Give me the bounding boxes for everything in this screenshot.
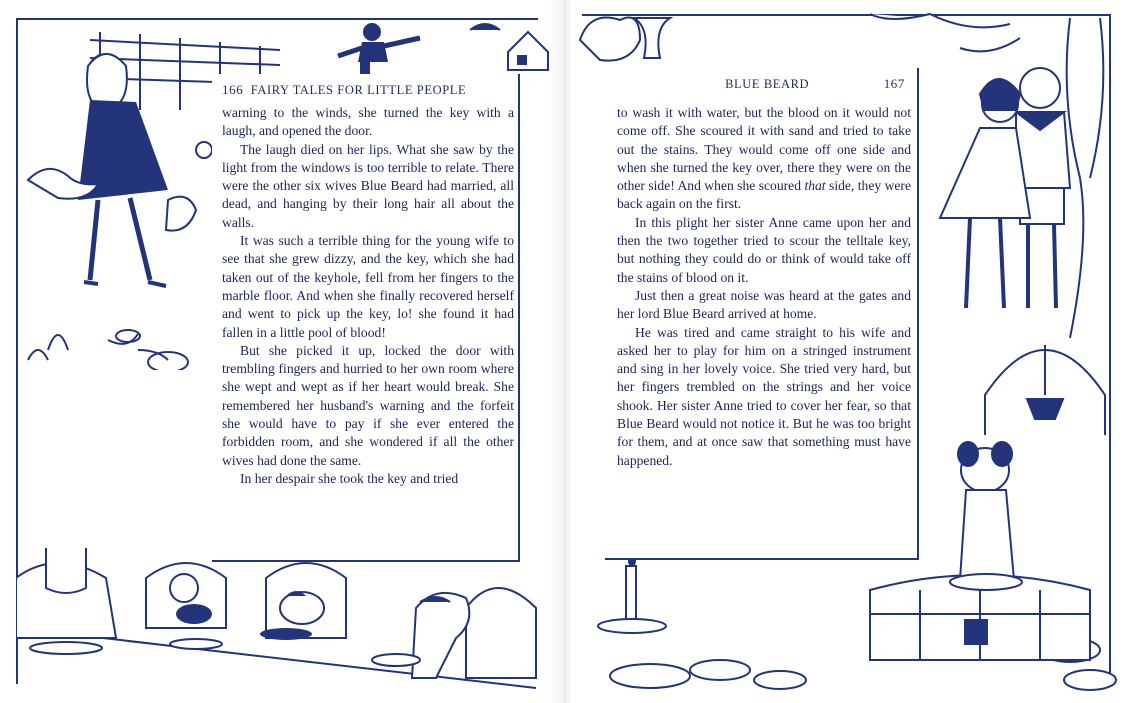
- left-paragraph-1: warning to the winds, she turned the key with a laugh, and opened the door.: [222, 105, 514, 139]
- children-embracing-illustration: [920, 18, 1120, 338]
- left-page: [0, 0, 560, 703]
- right-paragraph-2: In this plight her sister Anne came upon her and then the two together tried to scour the telltale key, but nothing they could do or think of would take off the stains of blood on it.: [617, 214, 911, 285]
- right-paragraph-1-emphasis: that: [804, 178, 826, 194]
- right-running-head: [605, 76, 905, 92]
- right-paragraph-3: Just then a great noise was heard at the gates and her lord Blue Beard arrived at home.: [617, 287, 911, 322]
- lamp-icon: [1027, 399, 1063, 419]
- right-paragraph-4: He was tired and came straight to his wife and asked her to play for him on a stringed instrument and sing in her lovely voice. She tried very hard, but her fingers trembled on the strings and her voice shook. Her sister Anne tried to cover her fear, so that Blue Beard would not notice it. But he was too bright for them, and at once saw that something must have happened.: [617, 324, 911, 468]
- left-running-title: FAIRY TALES FOR LITTLE PEOPLE: [250, 83, 467, 97]
- right-running-title: BLUE BEARD: [725, 77, 810, 91]
- right-body-text: [617, 104, 911, 470]
- left-page-number: 166: [222, 82, 244, 97]
- left-running-head: [222, 82, 512, 98]
- dog-icon: [950, 442, 1022, 590]
- left-text-box: [212, 74, 520, 562]
- girl-with-geese-illustration: [18, 40, 230, 370]
- left-paragraph-2: The laugh died on her lips. What she saw by the light from the windows is too terrible to relate. There were the other six wives Blue Beard had married, all dead, and hanging by their long hair all about the walls.: [222, 141, 514, 230]
- girl-icon: [78, 54, 168, 286]
- right-page: [570, 0, 1129, 703]
- flowers-icon: [28, 330, 188, 370]
- right-text-box: [605, 68, 919, 560]
- house-icon: [470, 24, 548, 70]
- right-paragraph-1-part-a: to wash it with water, but the blood on it would not come off. She scoured it with sand and tried to take out the stains. They would come off one side and when she turned the key over, there they were on the other side! And when she scoured: [617, 105, 911, 194]
- right-page-number: 167: [883, 76, 905, 91]
- hanging-lamp-illustration: [975, 335, 1115, 445]
- left-body-text: [222, 104, 514, 488]
- animals-at-table-illustration: [16, 548, 556, 698]
- pig-icon: [412, 593, 469, 678]
- girl-icon: [940, 79, 1030, 308]
- running-boy-icon: [338, 23, 420, 76]
- left-paragraph-3: It was such a terrible thing for the young wife to see that she grew dizzy, and the key, which she had taken out of the keyhole, fell from her fingers to the marble floor. And when she finally recovered herself and went to pick up the key, lo! she found it had fallen in a little pool of blood!: [222, 233, 514, 340]
- left-paragraph-4: But she picked it up, locked the door with trembling fingers and hurried to her own room where she wept and wept as if her heart would break. She remembered her husband's warning and the forfeit she would have to pay if she ever entered the forbidden room, and she wondered if all the other wives had done the same.: [222, 342, 514, 468]
- right-paragraph-1-part-b: side, they were back again on the first.: [617, 178, 911, 212]
- right-paragraph-1: [617, 104, 911, 214]
- left-paragraph-5: In her despair she took the key and tried: [240, 470, 459, 486]
- candle-icon: [598, 556, 666, 633]
